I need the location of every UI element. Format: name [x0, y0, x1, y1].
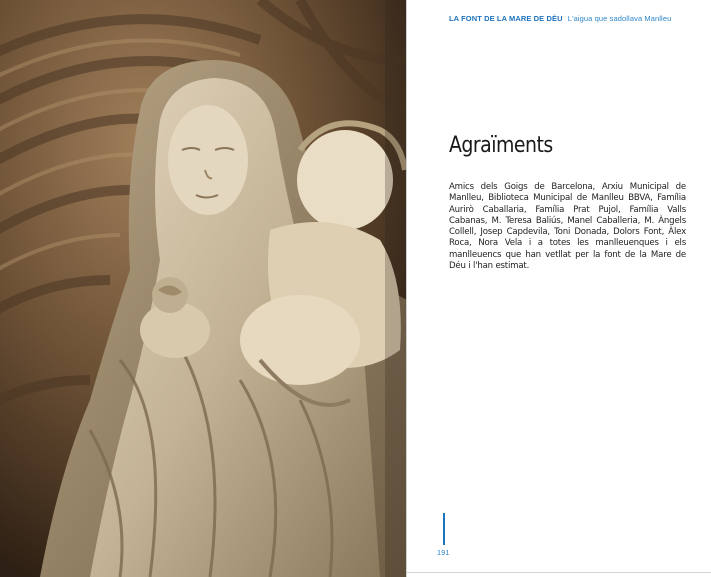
running-head	[449, 14, 671, 23]
running-head-title: LA FONT DE LA MARE DE DÉU	[449, 14, 563, 23]
chapter-title: Agraïments	[449, 133, 553, 158]
right-page	[407, 0, 711, 577]
page-number: 191	[437, 548, 450, 557]
acknowledgements-text: Amics dels Goigs de Barcelona, Arxiu Municipal de Manlleu, Biblioteca Municipal de Manlleu BBVA, Família Aurirò Caballaria, Família Prat Pujol, Família Valls Cabanas, M. Teresa Baliús, Manel Caballeria, M. Àngels Collell, Josep Capdevila, Toni Donada, Dolors Font, Àlex Roca, Nora Vela i a totes les manlleuenques i els manlleuencs que han vetllat per la font de la Mare de Déu i l'han estimat.	[449, 182, 686, 272]
running-head-subtitle: L'aigua que sadollava Manlleu	[567, 14, 672, 23]
page-number-rule	[443, 513, 445, 545]
page-bottom-line	[407, 572, 711, 573]
